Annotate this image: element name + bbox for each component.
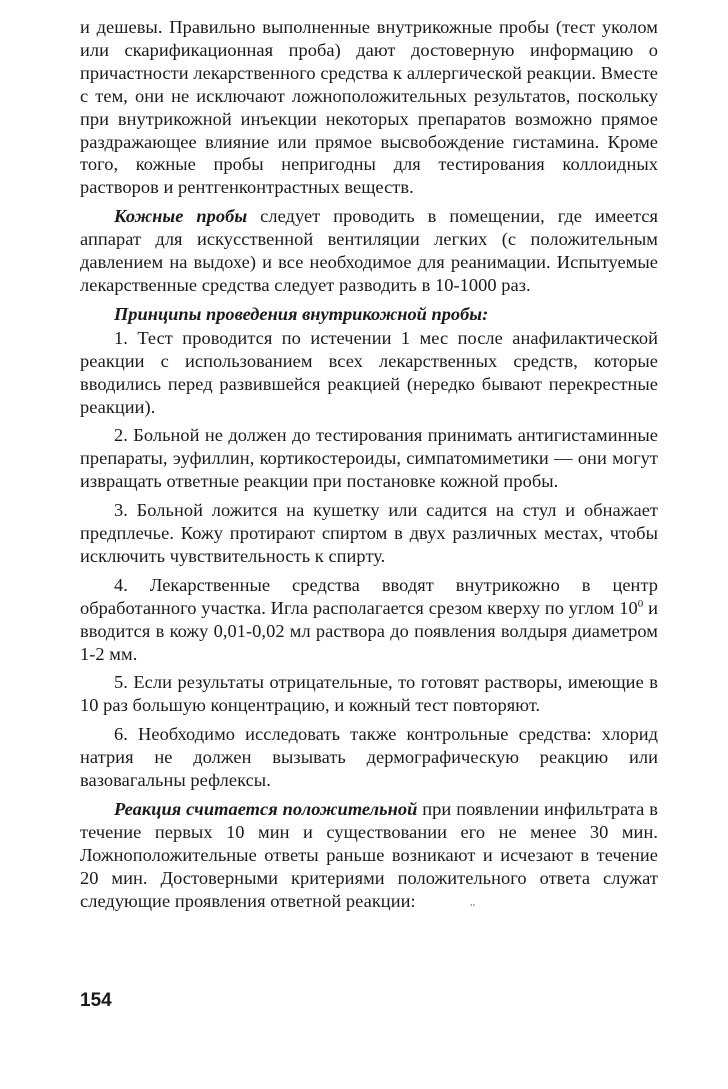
section-heading: Принципы проведения внутрикожной пробы: xyxy=(114,303,489,324)
paragraph-positive-reaction xyxy=(80,798,658,914)
page-body xyxy=(80,16,658,920)
page-number: 154 xyxy=(80,990,112,1011)
paragraph-intro: и дешевы. Правильно выполненные внутрикожные пробы (тест уколом или скарификационная проба) дают достоверную информацию о причастности лекарственного средства к аллергической реакции. Вместе с тем, они не исключают ложноположительных результатов, поскольку при внутрикожной инъекции некоторых препаратов возможно прямое раздражающее влияние или прямое высвобождение гистамина. Кроме того, кожные пробы непригодны для тестирования коллоидных растворов и рентгенконтрастных веществ. xyxy=(80,17,658,198)
list-item-4 xyxy=(80,574,658,666)
term-positive-reaction: Реакция считается положительной xyxy=(114,799,418,819)
scan-artifact: ‚, xyxy=(469,896,475,907)
list-item-6: 6. Необходимо исследовать также контрольные средства: хлорид натрия не должен вызывать дермографическую реакцию или вазовагальны рефлексы. xyxy=(80,724,658,791)
degree-superscript: 0 xyxy=(637,597,644,610)
list-item-1: 1. Тест проводится по истечении 1 мес после анафилактической реакции с использованием всех лекарственных средств, которые вводились перед развившейся реакцией (нередко бывают перекрестные реакции). xyxy=(80,327,658,417)
term-skin-tests: Кожные пробы xyxy=(114,206,248,227)
paragraph-positive-reaction-text: при появлении инфильтрата в течение первых 10 мин и существовании его не менее 30 мин. Ложноположительные ответы раньше возникают и исчезают в течение 20 мин. Достоверными критериями положительного ответа служат следующие проявления ответной реакции: xyxy=(80,799,658,911)
list-item-4-part-a: 4. Лекарственные средства вводят внутрикожно в центр обработанного участка. Игла располагается срезом кверху по углом 10 xyxy=(80,574,658,618)
paragraph-skin-tests xyxy=(80,205,658,297)
list-item-5: 5. Если результаты отрицательные, то готовят растворы, имеющие в 10 раз большую концентрацию, и кожный тест повторяют. xyxy=(80,672,658,716)
list-item-4-part-b: и вводится в кожу 0,01-0,02 мл раствора до появления волдыря диаметром 1-2 мм. xyxy=(80,597,658,664)
paragraph-skin-tests-text: следует проводить в помещении, где имеется аппарат для искусственной вентиляции легких (с положительным давлением на выдохе) и все необходимое для реанимации. Испытуемые лекарственные средства следует разводить в 10-1000 раз. xyxy=(80,206,658,295)
list-item-3: 3. Больной ложится на кушетку или садится на стул и обнажает предплечье. Кожу протирают спиртом в двух различных местах, чтобы исключить чувствительность к спирту. xyxy=(80,500,658,566)
list-item-2: 2. Больной не должен до тестирования принимать антигистаминные препараты, эуфиллин, кортикостероиды, симпатомиметики — они могут извращать ответные реакции при постановке кожной пробы. xyxy=(80,425,658,492)
